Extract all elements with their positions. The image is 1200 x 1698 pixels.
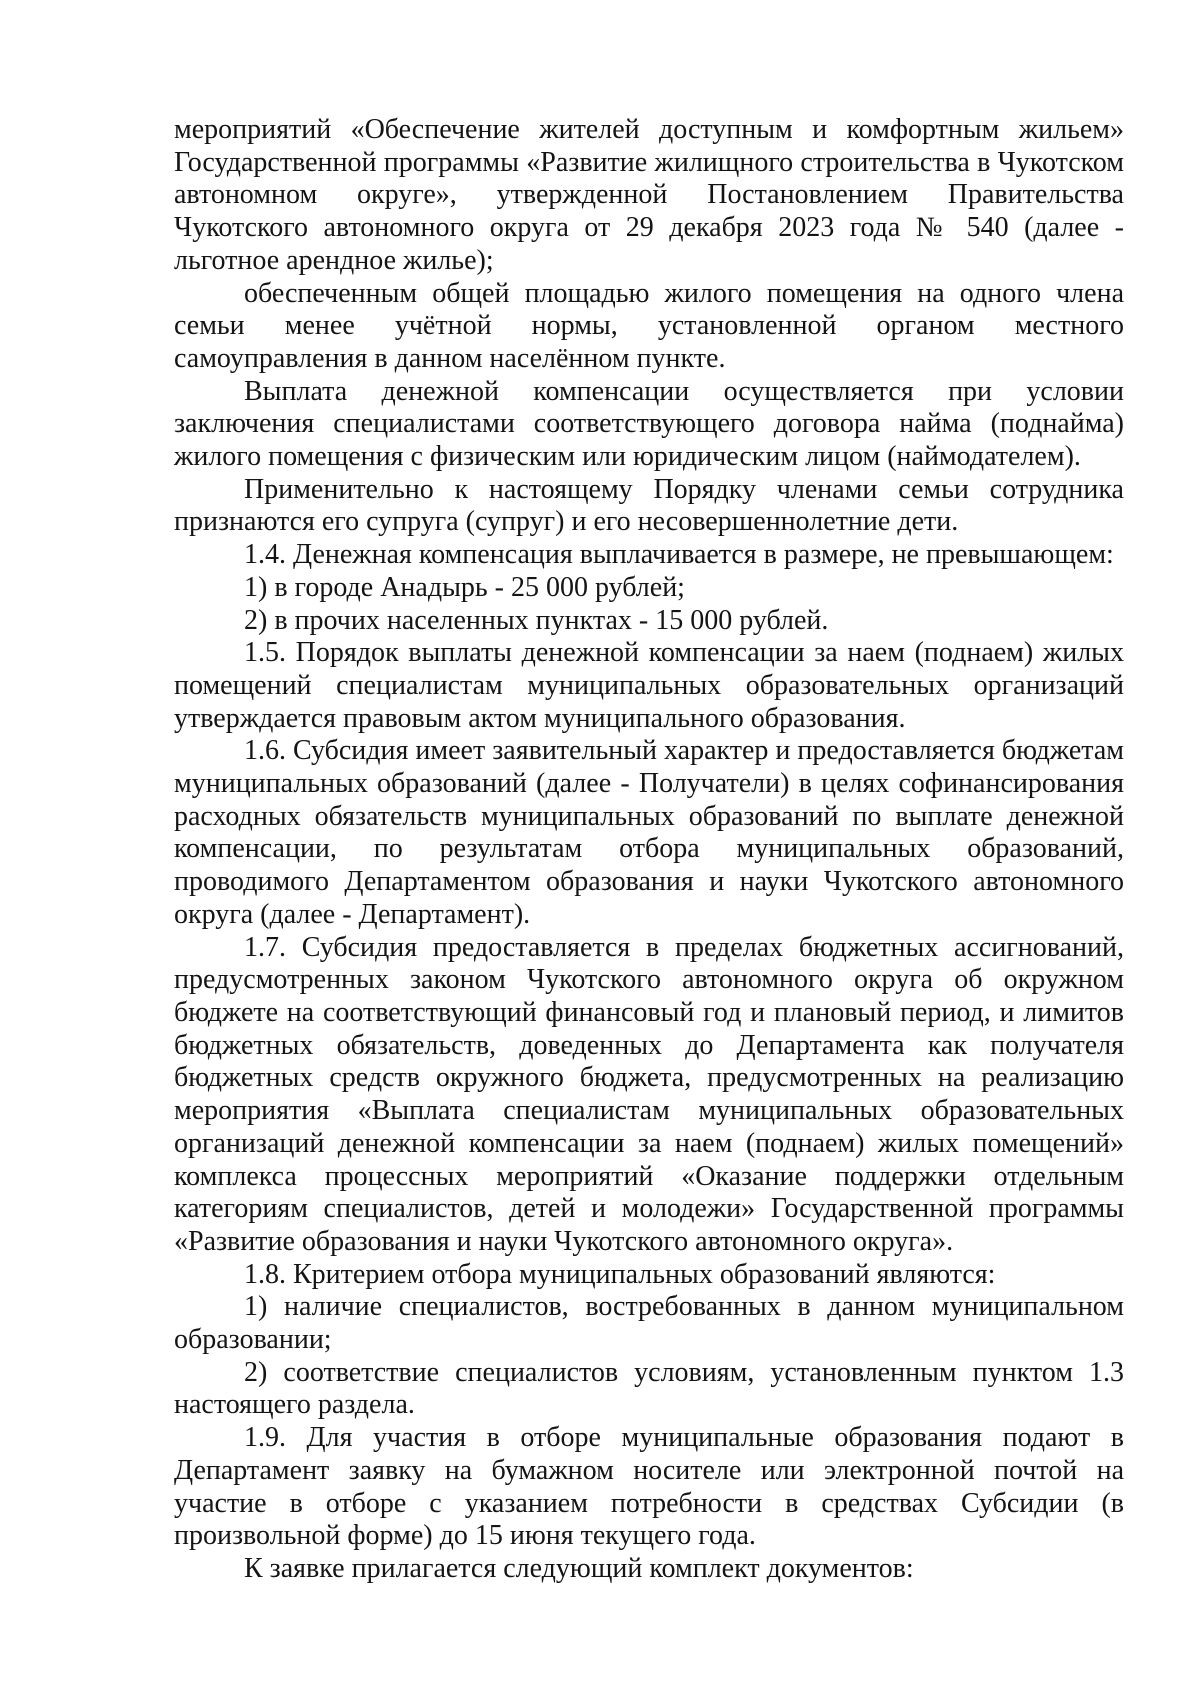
paragraph-1-5: 1.5. Порядок выплаты денежной компенсации за наем (поднаем) жилых помещений специалистам муниципальных образовательных организаций утверждается правовым актом муниципального образования. <box>174 637 1124 734</box>
list-item-criterion-2: 2) соответствие специалистов условиям, установленным пунктом 1.3 настоящего раздела. <box>174 1356 1124 1421</box>
paragraph-1-9: 1.9. Для участия в отборе муниципальные образования подают в Департамент заявку на бумажном носителе или электронной почтой на участие в отборе с указанием потребности в средствах Субсидии (в произвольной форме) до 15 июня текущего года. <box>174 1422 1124 1552</box>
paragraph-living-space: обеспеченным общей площадью жилого помещения на одного члена семьи менее учётной нормы, установленной органом местного самоуправления в данном населённом пункте. <box>174 277 1124 374</box>
paragraph-1-8: 1.8. Критерием отбора муниципальных образований являются: <box>244 1258 996 1290</box>
list-item-criterion-1: 1) наличие специалистов, востребованных в данном муниципальном образовании; <box>174 1291 1124 1356</box>
paragraph-payment-condition: Выплата денежной компенсации осуществляется при условии заключения специалистами соответствующего договора найма (поднайма) жилого помещения с физическим или юридическим лицом (наймодателем). <box>174 375 1124 473</box>
paragraph-1-7: 1.7. Субсидия предоставляется в пределах бюджетных ассигнований, предусмотренных законом Чукотского автономного округа об окружном бюджете на соответствующий финансовый год и плановый период, и лимитов бюджетных обязательств, доведенных до Департамента как получателя бюджетных средств окружного бюджета, предусмотренных на реализацию мероприятия «Выплата специалистам муниципальных образовательных организаций денежной компенсации за наем (поднаем) жилых помещений» комплекса процессных мероприятий «Оказание поддержки отдельным категориям специалистов, детей и молодежи» Государственной программы «Развитие образования и науки Чукотского автономного округа». <box>174 931 1124 1257</box>
paragraph-family-members: Применительно к настоящему Порядку членами семьи сотрудника признаются его супруга (супруг) и его несовершеннолетние дети. <box>174 473 1124 538</box>
paragraph-housing-program: мероприятий «Обеспечение жителей доступным и комфортным жильем» Государственной программы «Развитие жилищного строительства в Чукотском автономном округе», утвержденной Постановлением Правительства Чукотского автономного округа от 29 декабря 2023 года № 540 (далее - льготное арендное жилье); <box>174 114 1124 276</box>
list-item-other-settlements: 2) в прочих населенных пунктах - 15 000 рублей. <box>244 604 829 636</box>
document-body <box>174 114 1124 1586</box>
paragraph-1-4: 1.4. Денежная компенсация выплачивается в размере, не превышающем: <box>244 539 1114 571</box>
paragraph-documents-list: К заявке прилагается следующий комплект документов: <box>244 1552 914 1584</box>
paragraph-1-6: 1.6. Субсидия имеет заявительный характер и предоставляется бюджетам муниципальных образований (далее - Получатели) в целях софинансирования расходных обязательств муниципальных образований по выплате денежной компенсации, по результатам отбора муниципальных образований, проводимого Департаментом образования и науки Чукотского автономного округа (далее - Департамент). <box>174 735 1124 930</box>
list-item-anadyr: 1) в городе Анадырь - 25 000 рублей; <box>244 571 685 603</box>
